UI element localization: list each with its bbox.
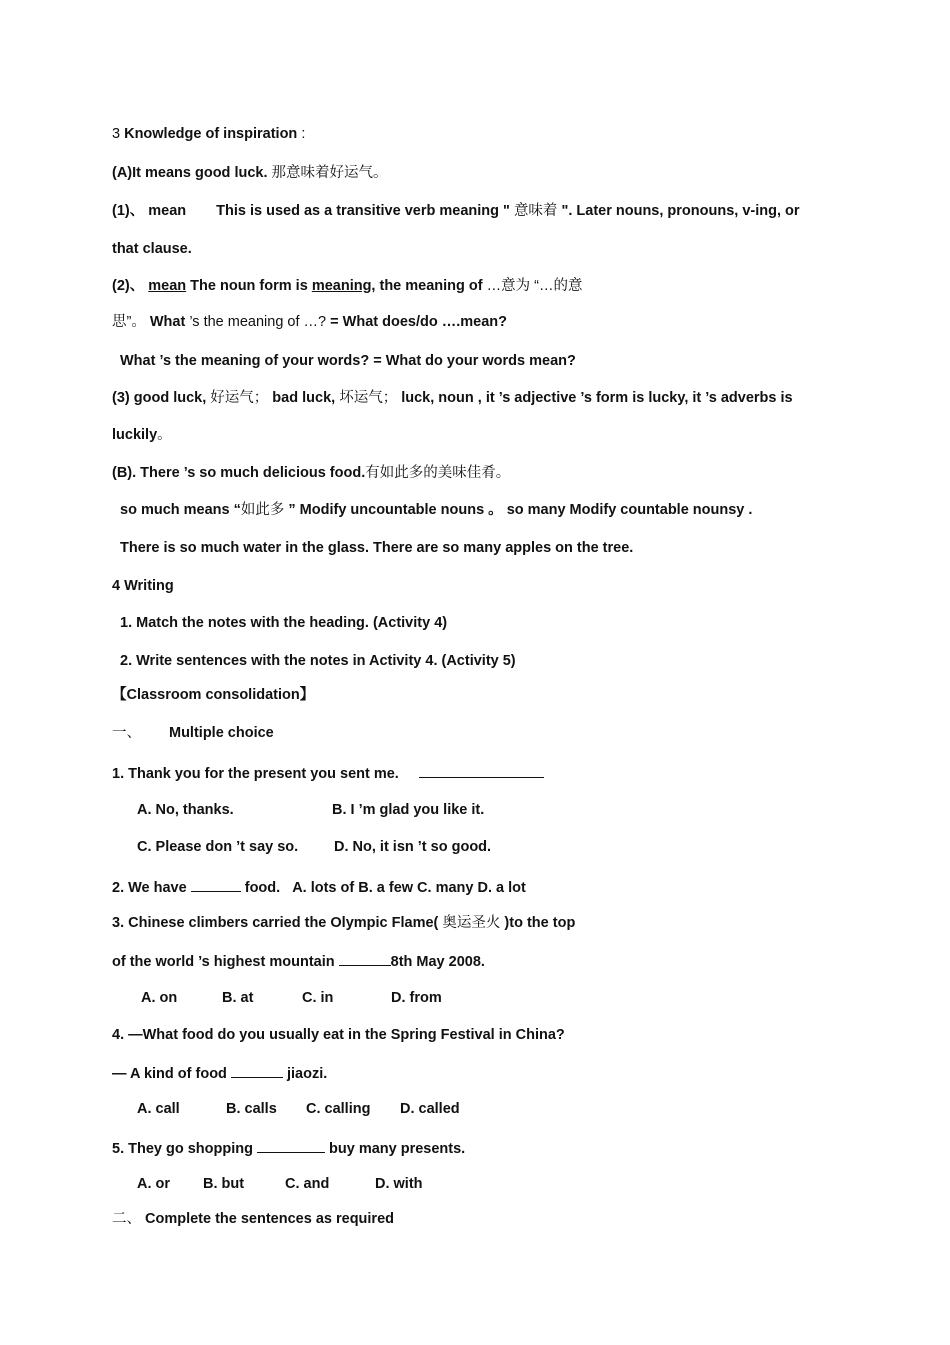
note-1-continued: that clause.: [112, 241, 192, 257]
question-3-translation: 奥运圣火: [442, 915, 501, 931]
note-2-ellipsis: …?: [303, 314, 327, 330]
point-b-explanation: [120, 501, 752, 519]
question-3-continued: [112, 951, 485, 971]
question-2-stem: 2. We have: [112, 880, 191, 896]
q3-option-b: B. at: [222, 990, 254, 1006]
note-2-word-meaning: meaning,: [311, 278, 376, 294]
part-2-number: 二、: [112, 1211, 141, 1227]
q3-option-a: A. on: [141, 990, 178, 1006]
question-3-stem-2: of the world ’s highest mountain: [112, 954, 339, 970]
section-number: 3: [112, 126, 125, 142]
q4-option-b: B. calls: [226, 1101, 277, 1117]
q5-option-b: B. but: [203, 1176, 245, 1192]
section-title: Knowledge of inspiration: [124, 126, 298, 142]
so-much-text-end: ” Modify uncountable nouns 。 so many Modify countable nounsy .: [284, 502, 753, 518]
writing-item-1: 1. Match the notes with the heading. (Activity 4): [120, 615, 448, 631]
note-2-apostrophe: ’s the meaning of: [185, 314, 304, 330]
note-2-number: (2)、: [112, 278, 149, 294]
so-much-translation: 如此多: [240, 502, 285, 518]
question-2-stem-end: food.: [240, 880, 281, 896]
note-2-example: What ’s the meaning of your words? = What do your words mean?: [120, 353, 576, 369]
q4-option-d: D. called: [400, 1101, 460, 1117]
question-4-response: [112, 1063, 327, 1083]
note-2-question: What: [145, 314, 186, 330]
section-4-heading: 4 Writing: [112, 578, 174, 594]
q1-option-d: D. No, it isn ’t so good.: [334, 839, 492, 855]
q5-option-d: D. with: [375, 1176, 423, 1192]
question-2: [112, 877, 526, 897]
note-3-forms: luck, noun , it ’s adjective ’s form is lucky, it ’s adverbs is: [397, 390, 793, 406]
note-2-equivalent-end: ….mean?: [441, 314, 507, 330]
point-a-translation: 那意味着好运气。: [267, 165, 388, 181]
note-3-period: 。: [157, 427, 172, 443]
answer-blank: [191, 877, 241, 892]
note-2-continued: [112, 313, 507, 331]
part-2-heading: [112, 1210, 394, 1228]
q5-option-a: A. or: [137, 1176, 171, 1192]
note-3-good-luck: (3) good luck,: [112, 390, 211, 406]
point-b-example: There is so much water in the glass. There are so many apples on the tree.: [120, 540, 634, 556]
answer-blank: [339, 951, 391, 966]
part-2-title: Complete the sentences as required: [145, 1211, 394, 1227]
question-5: [112, 1138, 465, 1158]
note-3-bad-luck-cn: 坏运气；: [339, 390, 398, 406]
writing-item-2: 2. Write sentences with the notes in Activity 4. (Activity 5): [120, 653, 516, 669]
point-b-translation: 有如此多的美味佳肴。: [365, 465, 511, 481]
note-3-luckily: luckily: [112, 427, 158, 443]
q1-option-b: B. I ’m glad you like it.: [332, 802, 485, 818]
question-3-stem-end: )to the top: [500, 915, 576, 931]
note-2-equivalent: = What does/do: [326, 314, 442, 330]
note-2-text: The noun form is: [186, 278, 312, 294]
point-b-label: (B). There ’s so much delicious food.: [112, 465, 366, 481]
part-1-title: Multiple choice: [169, 725, 274, 741]
answer-blank: [257, 1138, 325, 1153]
q4-option-c: C. calling: [306, 1101, 371, 1117]
note-1-word: (1)、 mean: [112, 203, 187, 219]
point-b: [112, 464, 510, 482]
q5-option-c: C. and: [285, 1176, 330, 1192]
note-2: [112, 277, 583, 295]
note-2-translation-end: 思”。: [112, 314, 146, 330]
q3-option-d: D. from: [391, 990, 442, 1006]
so-much-text: so much means “: [120, 502, 241, 518]
question-1: [112, 763, 544, 783]
question-5-stem-end: buy many presents.: [325, 1141, 466, 1157]
question-5-stem: 5. They go shopping: [112, 1141, 257, 1157]
question-2-options: A. lots of B. a few C. many D. a lot: [292, 880, 526, 896]
note-2-word-mean: mean: [148, 278, 187, 294]
note-1-translation: 意味着: [513, 203, 558, 219]
q1-option-c: C. Please don ’t say so.: [137, 839, 299, 855]
question-3-stem-3: 8th May 2008.: [390, 954, 485, 970]
q4-option-a: A. call: [137, 1101, 180, 1117]
q1-option-a: A. No, thanks.: [137, 802, 234, 818]
question-3: [112, 914, 575, 932]
question-1-stem: 1. Thank you for the present you sent me.: [112, 766, 399, 782]
section-3-heading: [112, 125, 305, 143]
answer-blank: [419, 763, 544, 778]
q3-option-c: C. in: [302, 990, 334, 1006]
note-1-text: This is used as a transitive verb meaning ": [216, 203, 514, 219]
note-1-text-end: ". Later nouns, pronouns, v-ing, or: [557, 203, 800, 219]
note-3-good-luck-cn: 好运气；: [210, 390, 269, 406]
note-3-continued: [112, 426, 172, 444]
question-3-stem: 3. Chinese climbers carried the Olympic Flame(: [112, 915, 443, 931]
part-1-heading: [112, 724, 274, 742]
answer-blank: [231, 1063, 283, 1078]
note-2-translation: …意为 “…的意: [486, 278, 583, 294]
question-4-response-end: jiaozi.: [282, 1066, 328, 1082]
consolidation-heading: 【Classroom consolidation】: [112, 687, 315, 703]
point-a: [112, 164, 388, 182]
point-a-label: (A)It means good luck.: [112, 165, 268, 181]
part-1-number: 一、: [112, 725, 141, 741]
question-4-response-text: — A kind of food: [112, 1066, 231, 1082]
note-1: [112, 202, 800, 220]
question-4: 4. —What food do you usually eat in the Spring Festival in China?: [112, 1027, 565, 1043]
note-2-text-end: the meaning of: [375, 278, 487, 294]
note-3-bad-luck: bad luck,: [268, 390, 340, 406]
note-3: [112, 389, 793, 407]
heading-colon: :: [297, 126, 306, 142]
